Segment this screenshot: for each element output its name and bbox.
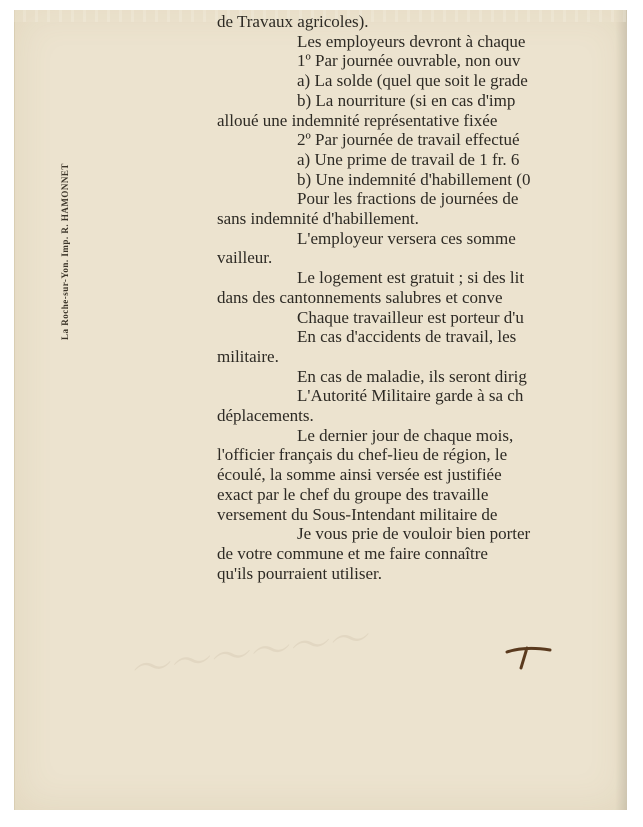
text-line: L'employeur versera ces somme bbox=[297, 228, 516, 248]
ink-tick-mark bbox=[505, 642, 555, 672]
text-line: versement du Sous-Intendant militaire de bbox=[217, 504, 498, 524]
text-line: 2º Par journée de travail effectué bbox=[297, 130, 520, 150]
text-line: dans des cantonnements salubres et conve bbox=[217, 287, 503, 307]
printer-imprint bbox=[58, 100, 72, 340]
text-line: militaire. bbox=[217, 346, 279, 366]
text-line: a) La solde (quel que soit le grade bbox=[297, 71, 528, 91]
text-line: déplacements. bbox=[217, 406, 314, 426]
text-line: Pour les fractions de journées de bbox=[297, 189, 519, 209]
text-line: a) Une prime de travail de 1 fr. 6 bbox=[297, 149, 520, 169]
text-line: Les employeurs devront à chaque bbox=[297, 31, 526, 51]
text-line: b) Une indemnité d'habillement (0 bbox=[297, 169, 531, 189]
text-line: écoulé, la somme ainsi versée est justifiée bbox=[217, 465, 502, 485]
text-line: de votre commune et me faire connaître bbox=[217, 543, 488, 563]
bleed-through-handwriting: 〜〜〜〜〜〜 bbox=[126, 615, 371, 695]
text-line: qu'ils pourraient utiliser. bbox=[217, 563, 383, 583]
printer-imprint-text: La Roche-sur-Yon. Imp. R. HAMONNET bbox=[60, 163, 70, 340]
text-line: Chaque travailleur est porteur d'u bbox=[297, 307, 524, 327]
text-line: Le logement est gratuit ; si des lit bbox=[297, 268, 525, 288]
text-line: de Travaux agricoles). bbox=[217, 12, 369, 31]
text-line: 1º Par journée ouvrable, non ouv bbox=[297, 51, 521, 71]
text-line: Je vous prie de vouloir bien porter bbox=[297, 524, 531, 544]
text-line: exact par le chef du groupe des travaille bbox=[217, 484, 489, 504]
text-line: alloué une indemnité représentative fixée bbox=[217, 110, 498, 130]
letter-body bbox=[217, 12, 626, 602]
text-line: vailleur. bbox=[217, 248, 273, 268]
text-line: En cas de maladie, ils seront dirig bbox=[297, 366, 527, 386]
text-line: l'officier français du chef-lieu de région, le bbox=[217, 445, 508, 465]
text-line: sans indemnité d'habillement. bbox=[217, 209, 419, 229]
text-line: Le dernier jour de chaque mois, bbox=[297, 425, 514, 445]
text-line: En cas d'accidents de travail, les bbox=[297, 327, 517, 347]
text-line: b) La nourriture (si en cas d'imp bbox=[297, 90, 516, 110]
text-line: L'Autorité Militaire garde à sa ch bbox=[297, 386, 524, 406]
